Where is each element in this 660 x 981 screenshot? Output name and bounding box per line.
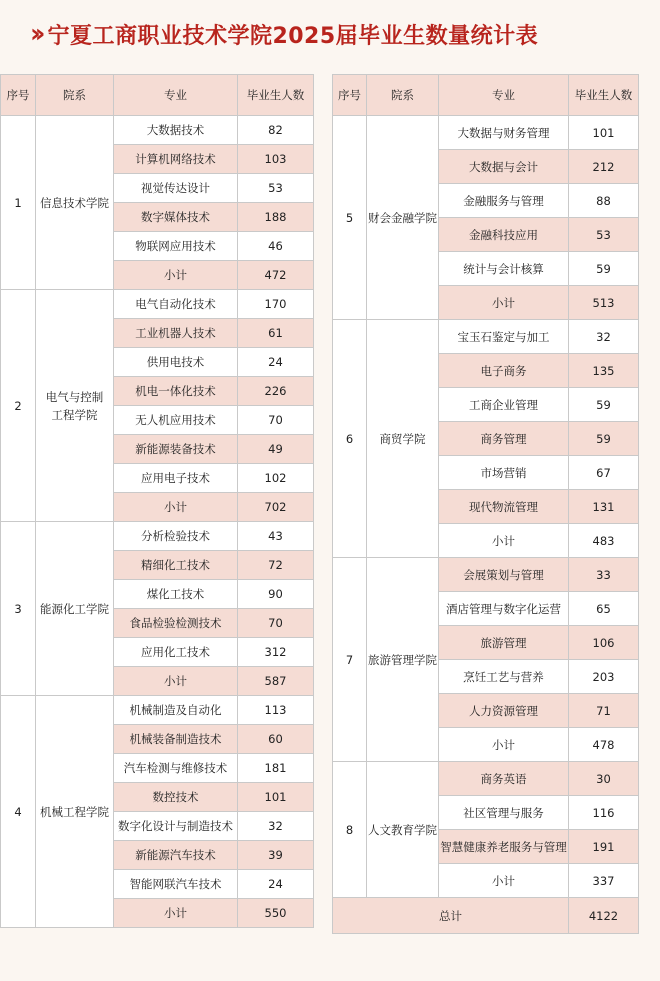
subtotal-count: 483	[569, 524, 639, 558]
table-row	[1, 522, 314, 551]
major-name: 视觉传达设计	[114, 174, 238, 203]
group-number: 7	[333, 558, 367, 762]
graduate-count: 102	[238, 464, 314, 493]
department-name: 信息技术学院	[36, 116, 114, 290]
subtotal-count: 550	[238, 899, 314, 928]
graduate-count: 53	[238, 174, 314, 203]
major-name: 人力资源管理	[439, 694, 569, 728]
subtotal-label: 小计	[439, 286, 569, 320]
major-name: 烹饪工艺与营养	[439, 660, 569, 694]
header-count: 毕业生人数	[238, 75, 314, 116]
major-name: 数字化设计与制造技术	[114, 812, 238, 841]
graduate-count: 181	[238, 754, 314, 783]
subtotal-count: 337	[569, 864, 639, 898]
major-name: 数字媒体技术	[114, 203, 238, 232]
graduate-count: 61	[238, 319, 314, 348]
major-name: 商务英语	[439, 762, 569, 796]
major-name: 分析检验技术	[114, 522, 238, 551]
major-name: 电气自动化技术	[114, 290, 238, 319]
major-name: 会展策划与管理	[439, 558, 569, 592]
group-number: 8	[333, 762, 367, 898]
major-name: 智能网联汽车技术	[114, 870, 238, 899]
table-row	[1, 290, 314, 319]
header-count: 毕业生人数	[569, 75, 639, 116]
graduate-count: 188	[238, 203, 314, 232]
department-name: 能源化工学院	[36, 522, 114, 696]
department-name: 电气与控制工程学院	[36, 290, 114, 522]
subtotal-label: 小计	[439, 728, 569, 762]
header-no: 序号	[1, 75, 36, 116]
department-name: 旅游管理学院	[367, 558, 439, 762]
group-number: 3	[1, 522, 36, 696]
subtotal-label: 小计	[114, 899, 238, 928]
major-name: 大数据技术	[114, 116, 238, 145]
subtotal-count: 702	[238, 493, 314, 522]
total-count: 4122	[569, 898, 639, 934]
major-name: 新能源装备技术	[114, 435, 238, 464]
major-name: 工业机器人技术	[114, 319, 238, 348]
subtotal-count: 513	[569, 286, 639, 320]
subtotal-label: 小计	[439, 864, 569, 898]
graduate-count: 135	[569, 354, 639, 388]
major-name: 机械装备制造技术	[114, 725, 238, 754]
major-name: 新能源汽车技术	[114, 841, 238, 870]
total-row	[333, 898, 639, 934]
double-chevron-icon: ››	[30, 19, 40, 49]
graduate-count: 88	[569, 184, 639, 218]
table-row	[1, 696, 314, 725]
graduate-count: 24	[238, 348, 314, 377]
graduate-count: 203	[569, 660, 639, 694]
table-row	[333, 320, 639, 354]
major-name: 汽车检测与维修技术	[114, 754, 238, 783]
graduate-count: 70	[238, 609, 314, 638]
header-no: 序号	[333, 75, 367, 116]
major-name: 物联网应用技术	[114, 232, 238, 261]
graduate-count: 106	[569, 626, 639, 660]
graduate-count: 212	[569, 150, 639, 184]
major-name: 旅游管理	[439, 626, 569, 660]
department-name: 人文教育学院	[367, 762, 439, 898]
major-name: 现代物流管理	[439, 490, 569, 524]
graduate-count: 65	[569, 592, 639, 626]
major-name: 市场营销	[439, 456, 569, 490]
group-number: 5	[333, 116, 367, 320]
graduate-count: 72	[238, 551, 314, 580]
graduate-count: 191	[569, 830, 639, 864]
department-name: 机械工程学院	[36, 696, 114, 928]
subtotal-count: 478	[569, 728, 639, 762]
graduate-count: 32	[569, 320, 639, 354]
left-table	[0, 74, 314, 928]
major-name: 智慧健康养老服务与管理	[439, 830, 569, 864]
graduate-count: 49	[238, 435, 314, 464]
subtotal-label: 小计	[439, 524, 569, 558]
group-number: 4	[1, 696, 36, 928]
graduate-count: 33	[569, 558, 639, 592]
graduate-count: 43	[238, 522, 314, 551]
graduate-count: 24	[238, 870, 314, 899]
subtotal-count: 587	[238, 667, 314, 696]
graduate-count: 71	[569, 694, 639, 728]
table-header	[333, 75, 639, 116]
table-row	[333, 558, 639, 592]
major-name: 供用电技术	[114, 348, 238, 377]
graduate-count: 53	[569, 218, 639, 252]
subtotal-label: 小计	[114, 261, 238, 290]
graduate-count: 39	[238, 841, 314, 870]
graduate-count: 101	[569, 116, 639, 150]
graduate-count: 59	[569, 422, 639, 456]
graduate-count: 32	[238, 812, 314, 841]
table-row	[1, 116, 314, 145]
table-header	[1, 75, 314, 116]
group-number: 1	[1, 116, 36, 290]
table-row	[333, 116, 639, 150]
major-name: 商务管理	[439, 422, 569, 456]
major-name: 无人机应用技术	[114, 406, 238, 435]
graduate-count: 113	[238, 696, 314, 725]
major-name: 大数据与财务管理	[439, 116, 569, 150]
major-name: 金融科技应用	[439, 218, 569, 252]
page-title	[0, 14, 660, 54]
major-name: 金融服务与管理	[439, 184, 569, 218]
major-name: 应用电子技术	[114, 464, 238, 493]
subtotal-count: 472	[238, 261, 314, 290]
graduate-count: 59	[569, 252, 639, 286]
graduate-count: 82	[238, 116, 314, 145]
major-name: 机电一体化技术	[114, 377, 238, 406]
graduate-count: 30	[569, 762, 639, 796]
major-name: 宝玉石鉴定与加工	[439, 320, 569, 354]
group-number: 2	[1, 290, 36, 522]
subtotal-label: 小计	[114, 667, 238, 696]
graduate-count: 60	[238, 725, 314, 754]
major-name: 统计与会计核算	[439, 252, 569, 286]
header-dept: 院系	[367, 75, 439, 116]
major-name: 社区管理与服务	[439, 796, 569, 830]
major-name: 工商企业管理	[439, 388, 569, 422]
major-name: 精细化工技术	[114, 551, 238, 580]
graduate-count: 116	[569, 796, 639, 830]
major-name: 数控技术	[114, 783, 238, 812]
graduate-count: 59	[569, 388, 639, 422]
major-name: 电子商务	[439, 354, 569, 388]
subtotal-label: 小计	[114, 493, 238, 522]
header-dept: 院系	[36, 75, 114, 116]
table-row	[333, 762, 639, 796]
right-table	[332, 74, 639, 934]
graduate-count: 101	[238, 783, 314, 812]
graduate-count: 131	[569, 490, 639, 524]
major-name: 煤化工技术	[114, 580, 238, 609]
group-number: 6	[333, 320, 367, 558]
major-name: 计算机网络技术	[114, 145, 238, 174]
graduate-count: 312	[238, 638, 314, 667]
header-major: 专业	[439, 75, 569, 116]
major-name: 机械制造及自动化	[114, 696, 238, 725]
department-name: 商贸学院	[367, 320, 439, 558]
department-name: 财会金融学院	[367, 116, 439, 320]
major-name: 大数据与会计	[439, 150, 569, 184]
graduate-count: 226	[238, 377, 314, 406]
graduate-count: 67	[569, 456, 639, 490]
graduate-count: 103	[238, 145, 314, 174]
major-name: 酒店管理与数字化运营	[439, 592, 569, 626]
graduate-count: 70	[238, 406, 314, 435]
major-name: 食品检验检测技术	[114, 609, 238, 638]
graduate-count: 90	[238, 580, 314, 609]
header-major: 专业	[114, 75, 238, 116]
total-label: 总计	[333, 898, 569, 934]
graduate-count: 46	[238, 232, 314, 261]
title-text: 宁夏工商职业技术学院2025届毕业生数量统计表	[47, 23, 539, 49]
major-name: 应用化工技术	[114, 638, 238, 667]
graduate-count: 170	[238, 290, 314, 319]
